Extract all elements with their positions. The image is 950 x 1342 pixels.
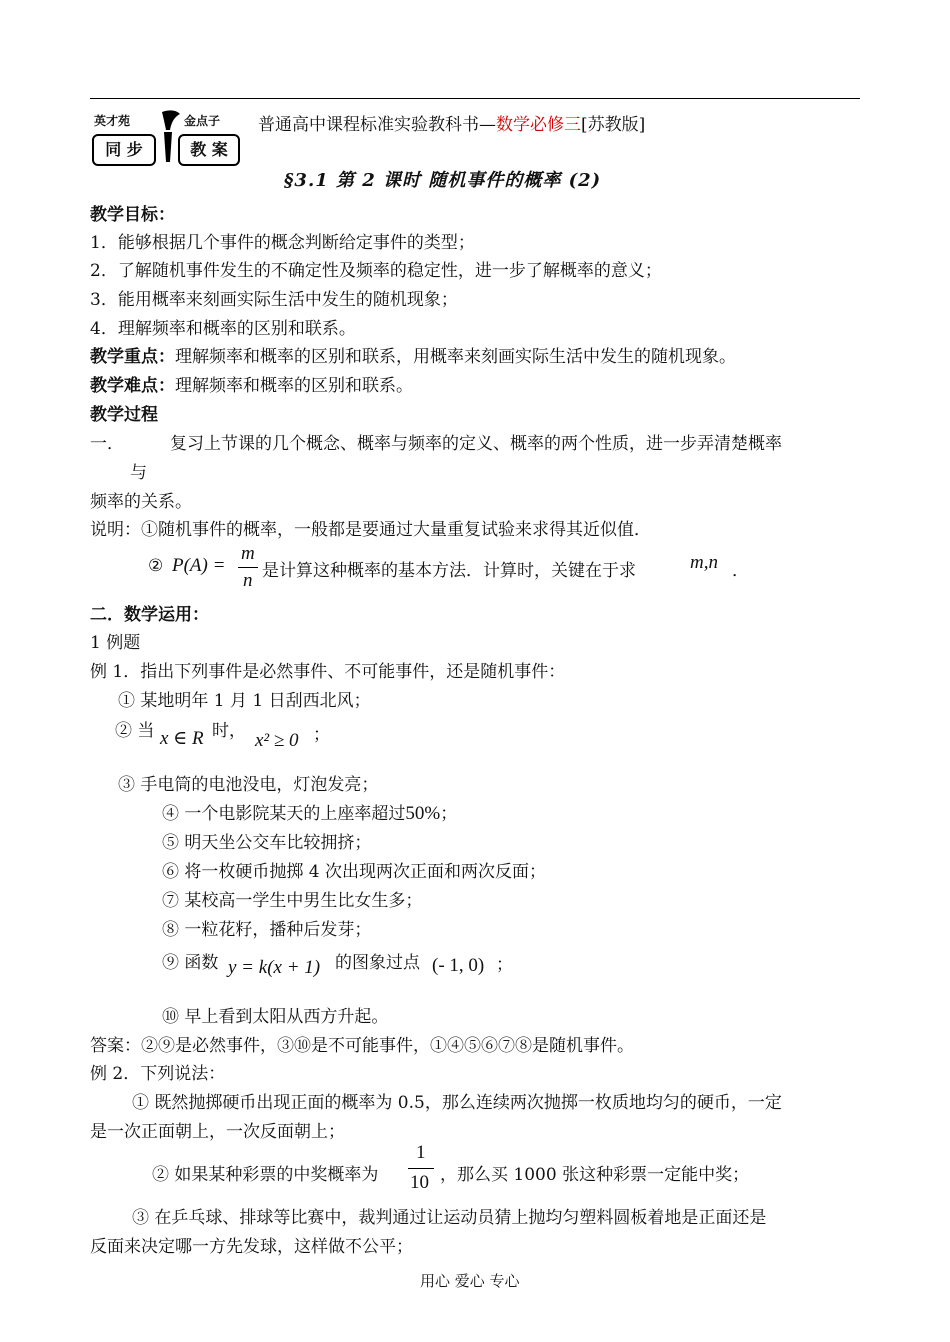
note-2-text: 是计算这种概率的基本方法．计算时，关键在于求 <box>262 561 636 581</box>
lesson-title: §3.1 第 2 课时 随机事件的概率 (2) <box>284 170 602 191</box>
fraction-bar <box>238 567 258 568</box>
part1-line3: 频率的关系。 <box>90 492 192 512</box>
formula-numerator: m <box>241 543 255 564</box>
part1-line1: 复习上节课的几个概念、概率与频率的定义、概率的两个性质，进一步弄清楚概率 <box>170 434 782 454</box>
example-1-title: 例 1．指出下列事件是必然事件、不可能事件，还是随机事件： <box>90 662 566 682</box>
ex2-fraction-bar <box>408 1168 434 1169</box>
ex1-item-4-end: ； <box>440 804 458 824</box>
objective-2: 2．了解随机事件发生的不确定性及频率的稳定性，进一步了解概率的意义； <box>90 261 662 281</box>
objective-3: 3．能用概率来刻画实际生活中发生的随机现象； <box>90 290 458 310</box>
logo-box-right: 教 案 <box>178 134 240 166</box>
series-text: 普通高中课程标准实验教科书— <box>258 115 496 135</box>
ex1-item-9-function: y = k(x + 1) <box>228 957 321 978</box>
ex1-item-10: ⑩ 早上看到太阳从西方升起。 <box>162 1007 389 1027</box>
logo-text-left: 英才苑 <box>94 114 131 128</box>
formula-fraction <box>238 543 258 595</box>
ex2-fraction-denominator: 10 <box>410 1172 429 1193</box>
ex1-item-8: ⑧ 一粒花籽，播种后发芽； <box>162 920 372 940</box>
difficulty-label: 教学难点： <box>90 376 175 396</box>
example-2-title: 例 2．下列说法： <box>90 1064 226 1084</box>
ex1-item-3: ③ 手电筒的电池没电，灯泡发亮； <box>118 775 379 795</box>
ex1-item-6: ⑥ 将一枚硬币抛掷 4 次出现两次正面和两次反面； <box>162 862 547 882</box>
ex2-item-1-line1: ① 既然抛掷硬币出现正面的概率为 0.5，那么连续两次抛掷一枚质地均匀的硬币，一定 <box>132 1093 782 1113</box>
objective-4: 4．理解频率和概率的区别和联系。 <box>90 319 356 339</box>
ex1-item-4 <box>162 799 457 825</box>
logo-box-left: 同 步 <box>92 134 156 166</box>
ex1-item-4-text: ④ 一个电影院某天的上座率超过 <box>162 804 406 824</box>
ex1-item-9-prefix: ⑨ 函数 <box>162 953 219 973</box>
formula-denominator: n <box>243 570 253 591</box>
ex2-item-1-line2: 是一次正面朝上，一次反面朝上； <box>90 1122 345 1142</box>
note-2-prefix: ② <box>148 556 164 576</box>
ex2-item-2-post: ，那么买 1000 张这种彩票一定能中奖； <box>440 1165 750 1185</box>
ex1-item-4-value: 50% <box>405 803 441 824</box>
header-rule <box>90 98 860 99</box>
ex1-item-2-end: ； <box>313 725 330 745</box>
key-point-text: 理解频率和概率的区别和联系，用概率来刻画实际生活中发生的随机现象。 <box>175 347 736 367</box>
ex1-item-7: ⑦ 某校高一学生中男生比女生多； <box>162 891 423 911</box>
note-2-vars: m,n <box>690 552 718 573</box>
note-1: 说明：①随机事件的概率，一般都是要通过大量重复试验来求得其近似值． <box>90 520 651 540</box>
examples-subheading: 1 例题 <box>90 633 141 653</box>
note-2-end: ． <box>732 561 749 581</box>
ex1-item-9-point: (- 1, 0) <box>432 955 485 976</box>
ex2-item-3-line2: 反面来决定哪一方先发球，这样做不公平； <box>90 1237 413 1257</box>
process-heading: 教学过程 <box>90 405 158 425</box>
ex1-item-5: ⑤ 明天坐公交车比较拥挤； <box>162 833 372 853</box>
book-name: 数学必修三 <box>496 115 581 135</box>
application-heading: 二．数学运用： <box>90 605 209 625</box>
ex1-item-2-math2: x² ≥ 0 <box>255 730 299 751</box>
ex2-item-2-prefix: ② 如果某种彩票的中奖概率为 <box>152 1165 379 1185</box>
logo <box>90 108 240 166</box>
part1-number: 一． <box>90 434 124 454</box>
ex2-item-3-line1: ③ 在乒乓球、排球等比赛中，裁判通过让运动员猜上抛均匀塑料圆板着地是正面还是 <box>132 1208 767 1228</box>
ex2-fraction <box>408 1142 434 1198</box>
difficulty-text: 理解频率和概率的区别和联系。 <box>175 376 413 396</box>
ex1-item-2-prefix: ② 当 <box>115 721 155 741</box>
part1-line2: 与 <box>130 463 147 483</box>
ex1-item-9-end: ； <box>496 955 513 975</box>
ex1-item-9-mid: 的图象过点 <box>335 953 420 973</box>
logo-text-right: 金点子 <box>184 114 221 128</box>
objective-1: 1．能够根据几个事件的概念判断给定事件的类型； <box>90 233 475 253</box>
ex1-item-2-mid: 时， <box>212 721 246 741</box>
example-1-answer: 答案：②⑨是必然事件，③⑩是不可能事件，①④⑤⑥⑦⑧是随机事件。 <box>90 1036 634 1056</box>
edition-text: [苏教版] <box>581 115 646 135</box>
ex1-item-1: ① 某地明年 1 月 1 日刮西北风； <box>118 691 371 711</box>
page-footer: 用心 爱心 专心 <box>420 1272 520 1290</box>
difficulty <box>90 371 413 396</box>
key-point-label: 教学重点： <box>90 347 175 367</box>
ex2-fraction-numerator: 1 <box>416 1142 426 1163</box>
ex1-item-2-math1: x ∈ R <box>160 728 204 749</box>
objectives-heading: 教学目标： <box>90 205 175 225</box>
header-title <box>258 110 645 135</box>
formula-lhs: P(A) = <box>172 555 226 576</box>
key-point <box>90 342 736 367</box>
